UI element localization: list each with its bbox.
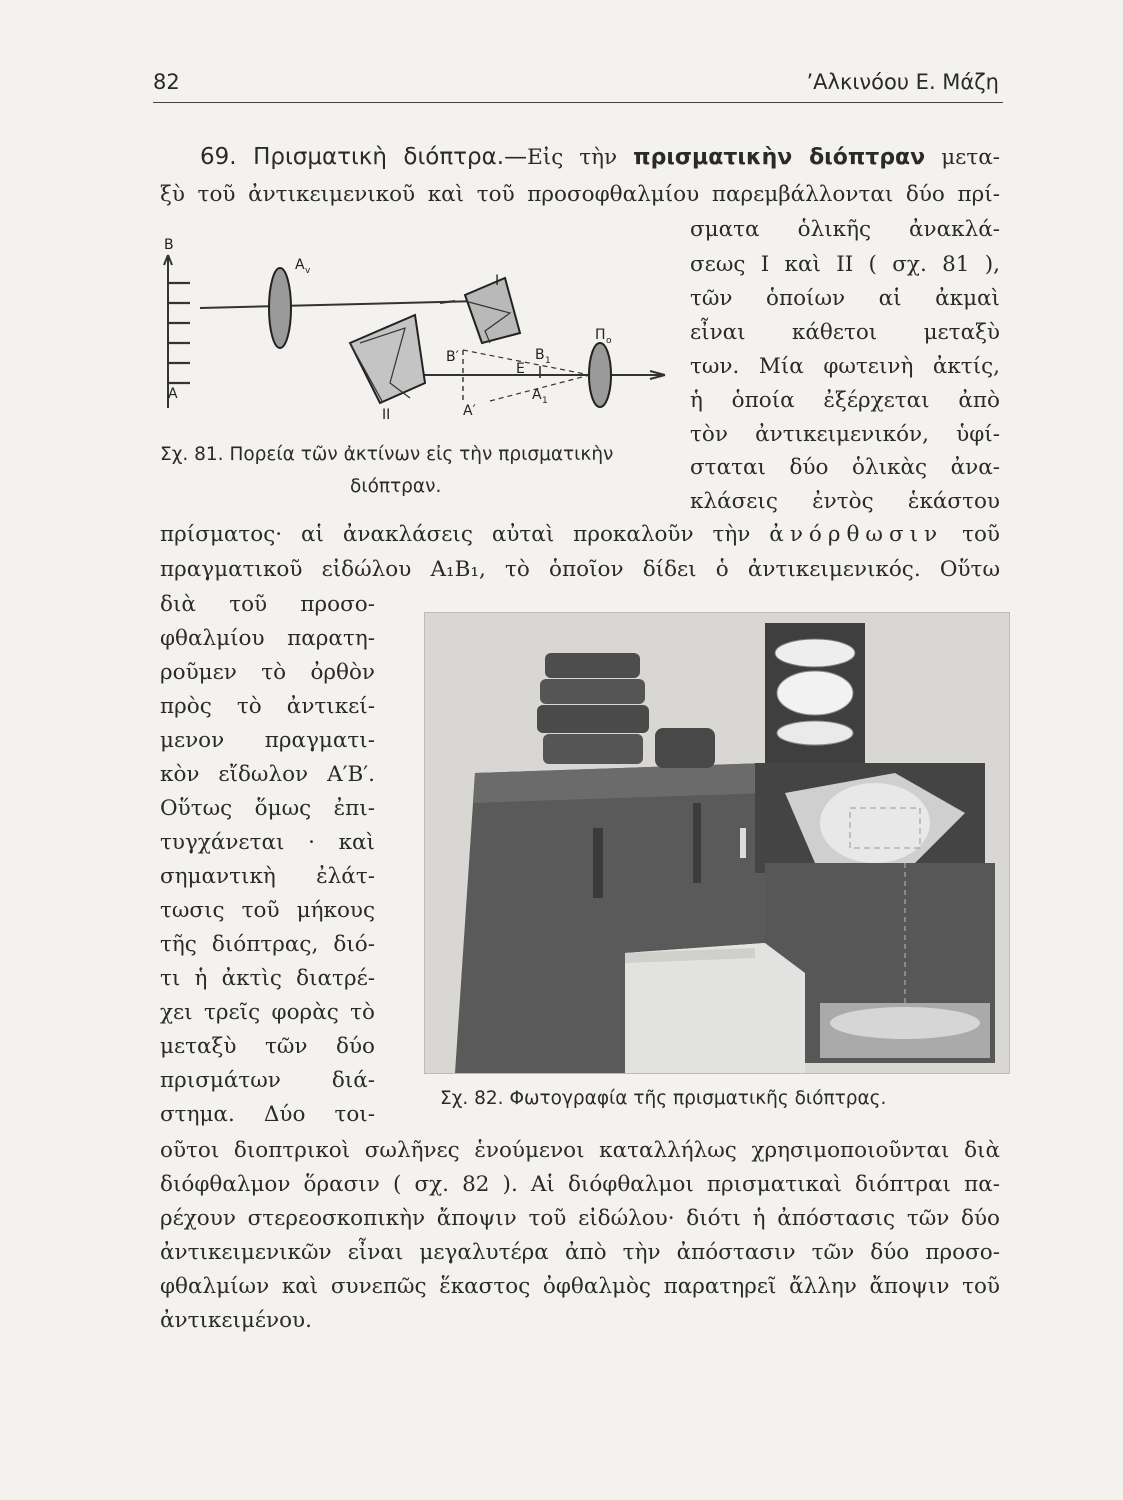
label-po: Π xyxy=(595,327,606,343)
text-line: ροῦμεν τὸ ὀρθὸν xyxy=(160,660,375,685)
label-b-prime: B′ xyxy=(446,349,459,365)
text-line: πραγματικοῦ εἰδώλου A₁B₁, τὸ ὁποῖον δίδει ὁ ἀντικειμενικός. Οὕτω xyxy=(160,557,1000,582)
figure-81-caption-line-2: διόπτραν. xyxy=(350,476,442,497)
text-line: τυγχάνεται · καὶ xyxy=(160,830,375,855)
text-line: τι ἡ ἀκτὶς διατρέ- xyxy=(160,966,375,991)
text-line: ξὺ τοῦ ἀντικειμενικοῦ καὶ τοῦ προσοφθαλμίου παρεμβάλλονται δύο πρί- xyxy=(160,182,1000,207)
running-head-author: ’Αλκινόου Ε. Μάζη xyxy=(806,70,999,94)
section-title: 69. Πρισματικὴ διόπτρα.— xyxy=(200,144,528,170)
label-ii: II xyxy=(382,407,391,423)
label-b1-sub: 1 xyxy=(545,356,551,366)
figure-81-caption-line-1: Σχ. 81. Πορεία τῶν ἀκτίνων εἰς τὴν πρισματικὴν xyxy=(160,444,614,465)
section-intro: Εἰς τὴν xyxy=(527,145,618,170)
label-b: B xyxy=(164,237,174,253)
text-line-with-spaced-word xyxy=(160,520,1000,550)
text-fragment: μετα- xyxy=(941,145,1000,170)
text-line: πρὸς τὸ ἀντικεί- xyxy=(160,694,375,719)
text-line: ἀντικειμενικῶν εἶναι μεγαλυτέρα ἀπὸ τὴν ἀπόστασιν τῶν δύο προσο- xyxy=(160,1240,1000,1265)
label-a-prime: A′ xyxy=(463,403,476,419)
text-line: τὸν ἀντικειμενικόν, ὑφί- xyxy=(690,422,1000,447)
text-line: ρέχουν στερεοσκοπικὴν ἄποψιν τοῦ εἰδώλου· διότι ἡ ἀπόστασις τῶν δύο xyxy=(160,1206,1000,1231)
text-fragment: τοῦ xyxy=(962,522,1000,547)
text-line: μενον πραγματι- xyxy=(160,728,375,753)
emphasized-word: ἀνόρθωσιν xyxy=(769,522,944,547)
text-line: μεταξὺ τῶν δύο xyxy=(160,1034,375,1059)
text-fragment: πρίσματος· αἱ ἀνακλάσεις αὐταὶ προκαλοῦν τὴν xyxy=(160,522,751,547)
label-a1: A xyxy=(532,387,542,403)
running-header xyxy=(153,62,1003,103)
text-line: κλάσεις ἐντὸς ἑκάστου xyxy=(690,489,1000,514)
text-line: σημαντικὴ ἐλάτ- xyxy=(160,864,375,889)
label-i: I xyxy=(495,273,500,289)
text-line: των. Μία φωτεινὴ ἀκτίς, xyxy=(690,354,1000,379)
binocular-cutaway-illustration xyxy=(425,613,1009,1073)
text-line: φθαλμίων καὶ συνεπῶς ἕκαστος ὀφθαλμὸς παρατηρεῖ ἄλλην ἄποψιν τοῦ xyxy=(160,1274,1000,1299)
text-line: οῦτοι διοπτρικοὶ σωλῆνες ἑνούμενοι καταλλήλως χρησιμοποιοῦνται διὰ xyxy=(160,1138,1000,1163)
text-line: τῆς διόπτρας, διό- xyxy=(160,932,375,957)
text-line: διόφθαλμον ὅρασιν ( σχ. 82 ). Αἱ διόφθαλμοι πρισματικαὶ διόπτραι πα- xyxy=(160,1172,1000,1197)
prism-ii xyxy=(350,315,425,403)
label-a1-sub: 1 xyxy=(542,396,548,406)
label-b1: B xyxy=(535,347,545,363)
text-line: κὸν εἴδωλον A′B′. xyxy=(160,762,375,787)
text-line: σματα ὁλικῆς ἀνακλά- xyxy=(690,217,1000,242)
text-line: ἡ ὁποία ἐξέρχεται ἀπὸ xyxy=(690,388,1000,413)
text-line: πρισμάτων διά- xyxy=(160,1068,375,1093)
page-number: 82 xyxy=(153,70,180,94)
prism-i xyxy=(465,278,520,343)
label-av-sub: v xyxy=(305,266,311,276)
label-av: A xyxy=(295,257,305,273)
text-line: Οὕτως ὅμως ἐπι- xyxy=(160,796,375,821)
eyepiece-lens xyxy=(589,343,611,407)
key-term: πρισματικὴν διόπτραν xyxy=(633,145,926,170)
label-e: E xyxy=(516,361,525,377)
text-line: εἶναι κάθετοι μεταξὺ xyxy=(690,320,1000,345)
text-line: χει τρεῖς φορὰς τὸ xyxy=(160,1000,375,1025)
figure-82-photograph xyxy=(424,612,1010,1074)
text-line: στημα. Δύο τοι- xyxy=(160,1102,375,1127)
figure-81-ray-diagram xyxy=(160,233,680,433)
objective-lens xyxy=(269,268,291,348)
incoming-ray xyxy=(200,301,480,308)
text-line: ἀντικειμένου. xyxy=(160,1308,312,1333)
label-po-sub: o xyxy=(606,336,612,346)
text-line: τῶν ὁποίων αἱ ἀκμαὶ xyxy=(690,286,1000,311)
text-line: σταται δύο ὁλικὰς ἀνα- xyxy=(690,455,1000,480)
label-a: A xyxy=(168,386,178,402)
section-heading-line xyxy=(200,142,1000,173)
text-line: τωσις τοῦ μήκους xyxy=(160,898,375,923)
text-line: διὰ τοῦ προσο- xyxy=(160,592,375,617)
text-line: σεως I καὶ II ( σχ. 81 ), xyxy=(690,252,1000,277)
text-line: φθαλμίου παρατη- xyxy=(160,626,375,651)
figure-82-caption: Σχ. 82. Φωτογραφία τῆς πρισματικῆς διόπτρας. xyxy=(440,1088,887,1109)
